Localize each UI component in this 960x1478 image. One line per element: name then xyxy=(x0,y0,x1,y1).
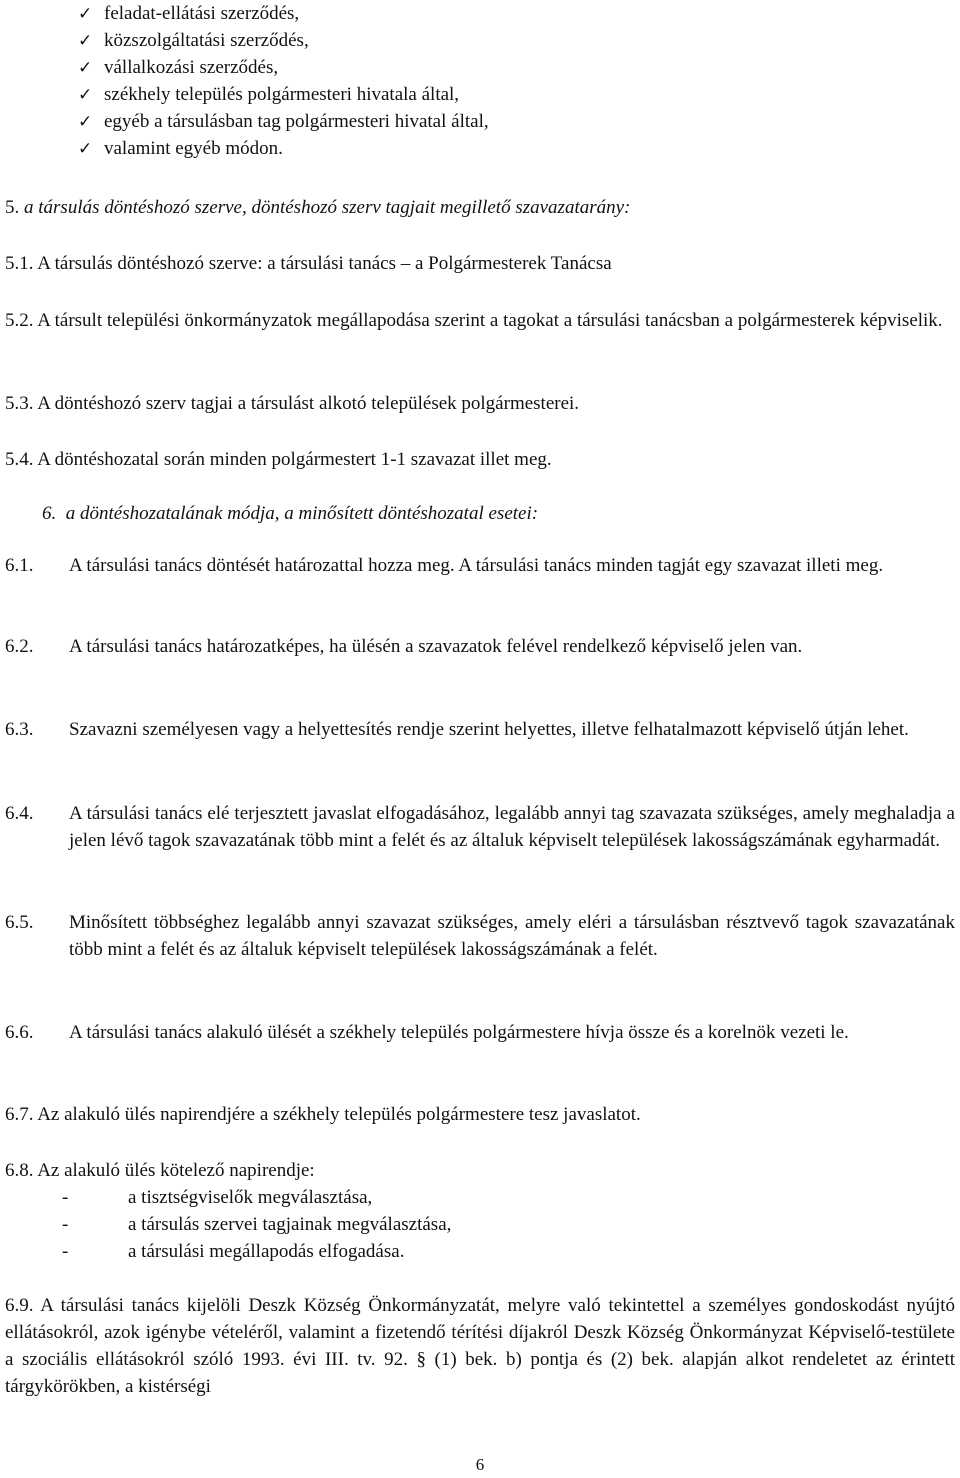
checkmark-icon: ✓ xyxy=(78,58,93,78)
checkmark-icon: ✓ xyxy=(78,85,93,105)
paragraph-6-2: 6.2. A társulási tanács határozatképes, ha ülésén a szavazatok felével rendelkező képviselő jelen van. xyxy=(5,636,803,657)
checkmark-icon: ✓ xyxy=(78,4,93,24)
paragraph-5-4: 5.4. A döntéshozatal során minden polgármestert 1-1 szavazat illet meg. xyxy=(5,449,552,470)
paragraph-5-1: 5.1. A társulás döntéshozó szerve: a társulási tanács – a Polgármesterek Tanácsa xyxy=(5,253,612,274)
section-5-heading: 5. a társulás döntéshozó szerve, döntéshozó szerv tagjait megillető szavazatarány: xyxy=(5,197,631,218)
paragraph-6-3: 6.3. Szavazni személyesen vagy a helyettesítés rendje szerint helyettes, illetve felhatalmazott képviselő útján lehet. xyxy=(5,719,909,740)
paragraph-6-1: 6.1. A társulási tanács döntését határozattal hozza meg. A társulási tanács minden tagját egy szavazat illeti meg. xyxy=(5,555,884,576)
list-item: ✓ egyéb a társulásban tag polgármesteri hivatal által, xyxy=(78,108,489,135)
list-item: ✓ székhely település polgármesteri hivatala által, xyxy=(78,81,489,108)
checkmark-icon: ✓ xyxy=(78,112,93,132)
list-item: ✓ vállalkozási szerződés, xyxy=(78,54,489,81)
paragraph-6-7: 6.7. Az alakuló ülés napirendjére a székhely település polgármestere tesz javaslatot. xyxy=(5,1104,641,1125)
checkmark-icon: ✓ xyxy=(78,139,93,159)
paragraph-6-8: 6.8. Az alakuló ülés kötelező napirendje: xyxy=(5,1160,315,1181)
agenda-list xyxy=(62,1184,451,1265)
list-item: - a társulás szervei tagjainak megválasztása, xyxy=(62,1214,452,1235)
paragraph-6-9: 6.9. A társulási tanács kijelöli Deszk Község Önkormányzatát, melyre való tekintettel a személyes gondoskodást nyújtó ellátásokról, azok igénybe vételéről, valamint a fizetendő térítési díjakról Deszk Község Önkormányzat Képviselő-testülete a szociális ellátásokról szóló 1993. évi III. tv. 92. § (1) bek. b) pontja és (2) bek. alapján alkot rendeletet az érintett tárgykörökben, a kistérségi xyxy=(5,1295,955,1397)
page-number: 6 xyxy=(475,1455,485,1474)
list-item: ✓ feladat-ellátási szerződés, xyxy=(78,0,489,27)
paragraph-5-2: 5.2. A társult települési önkormányzatok megállapodása szerint a tagokat a társulási tanácsban a polgármesterek képviselik. xyxy=(5,310,943,331)
list-item: ✓ közszolgáltatási szerződés, xyxy=(78,27,489,54)
paragraph-5-3: 5.3. A döntéshozó szerv tagjai a társulást alkotó települések polgármesterei. xyxy=(5,393,580,414)
paragraph-6-4: 6.4. A társulási tanács elé terjesztett javaslat elfogadásához, legalább annyi tag szavazata szükséges, amely meghaladja a jelen lévő tagok szavazatának több mint a felét és az általuk képviselt települések lakosságszámának egyharmadát. xyxy=(5,803,955,851)
list-item: - a tisztségviselők megválasztása, xyxy=(62,1187,373,1208)
checklist xyxy=(78,0,489,162)
list-item: - a társulási megállapodás elfogadása. xyxy=(62,1241,405,1262)
list-item: ✓ valamint egyéb módon. xyxy=(78,135,489,162)
paragraph-6-6: 6.6. A társulási tanács alakuló ülését a székhely település polgármestere hívja össze és a korelnök vezeti le. xyxy=(5,1022,849,1043)
checkmark-icon: ✓ xyxy=(78,31,93,51)
paragraph-6-5: 6.5. Minősített többséghez legalább annyi szavazat szükséges, amely eléri a társulásban résztvevő tagok szavazatának több mint a felét és az általuk képviselt települések lakosságszámának a felét. xyxy=(5,912,955,960)
section-6-heading: 6. a döntéshozatalának módja, a minősített döntéshozatal esetei: xyxy=(42,503,539,524)
